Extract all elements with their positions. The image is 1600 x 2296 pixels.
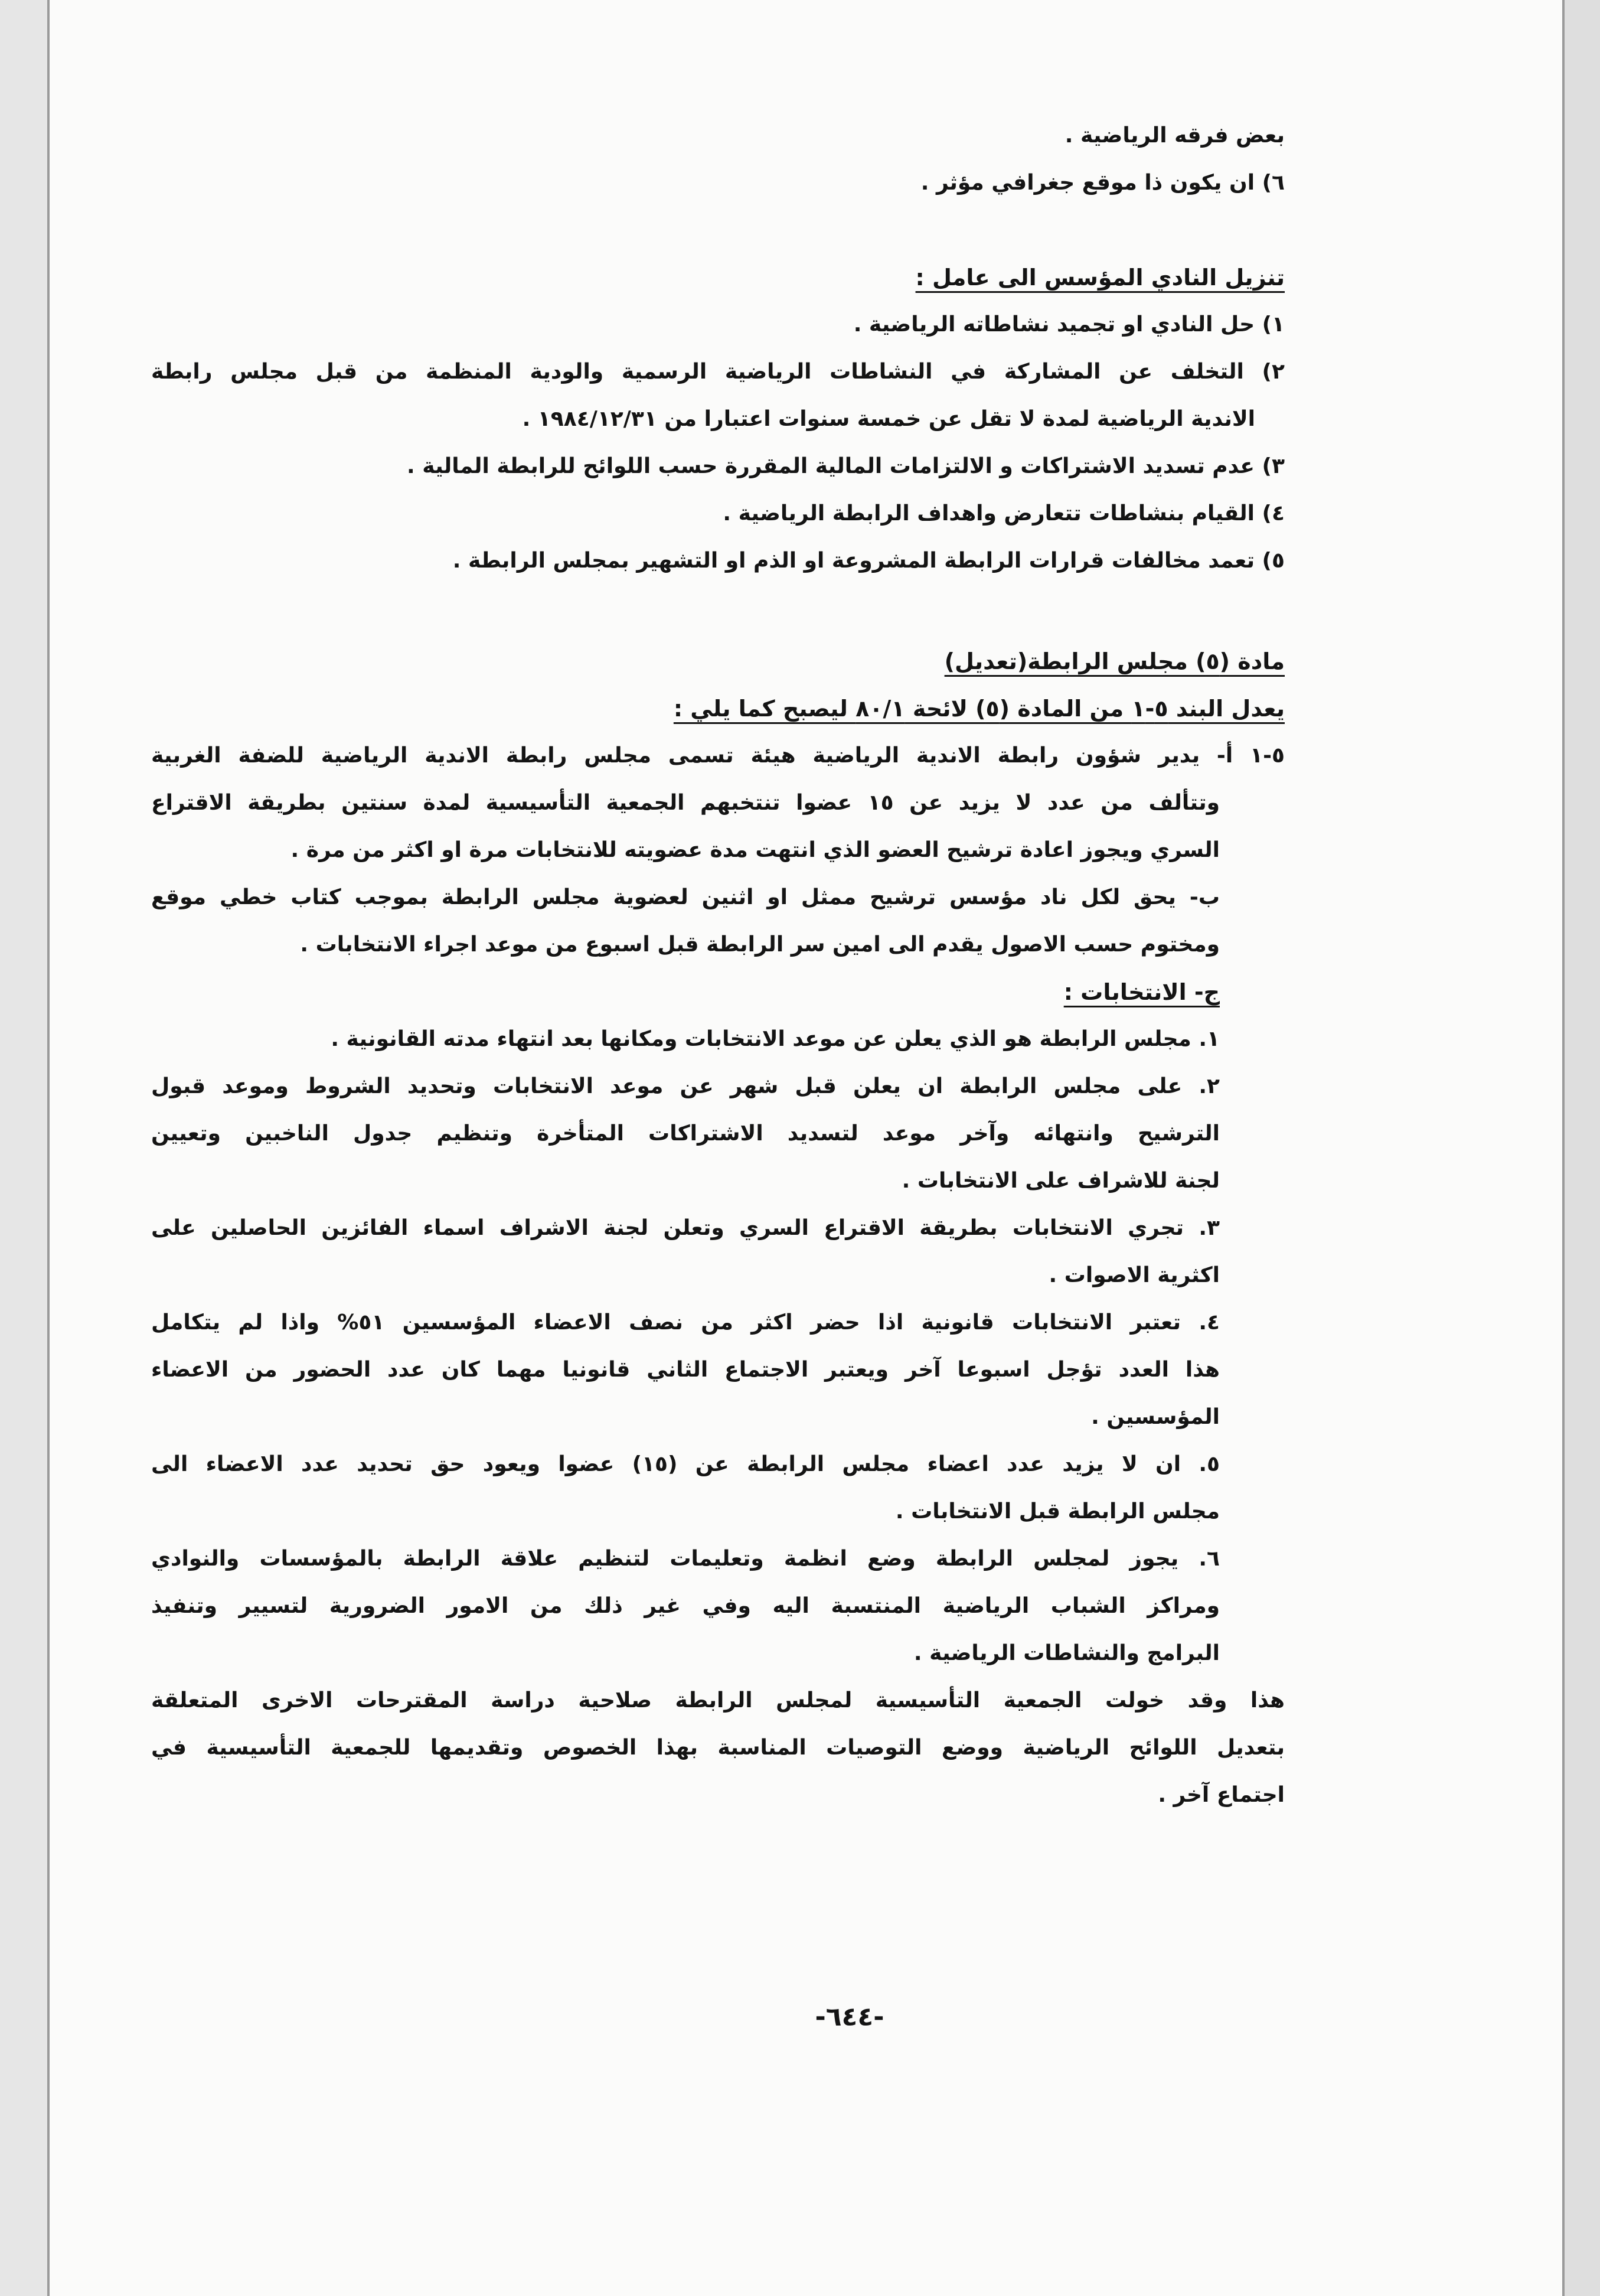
section-demotion bbox=[151, 254, 1285, 585]
elections-heading: ج- الانتخابات : bbox=[1063, 979, 1220, 1005]
election-item: ٦. يجوز لمجلس الرابطة وضع انظمة وتعليمات لتنظيم علاقة الرابطة بالمؤسسات والنوادي bbox=[151, 1547, 1220, 1571]
list-item: ٥) تعمد مخالفات قرارات الرابطة المشروعة او الذم او التشهير بمجلس الرابطة . bbox=[452, 549, 1285, 573]
clause-line: ٥-١ أ- يدير شؤون رابطة الاندية الرياضية هيئة تسمى مجلس رابطة الاندية الرياضية للضفة الغربية bbox=[151, 743, 1285, 768]
clause-line: وتتألف من عدد لا يزيد عن ١٥ عضوا تنتخبهم الجمعية التأسيسية لمدة سنتين بطريقة الاقتراع bbox=[151, 791, 1220, 815]
scan-background-right bbox=[1565, 0, 1600, 2296]
text-line: ٦) ان يكون ذا موقع جغرافي مؤثر . bbox=[920, 171, 1285, 195]
list-item: ٢) التخلف عن المشاركة في النشاطات الرياضية الرسمية والودية المنظمة من قبل مجلس رابطة bbox=[151, 360, 1285, 384]
election-item-continuation: البرامج والنشاطات الرياضية . bbox=[913, 1641, 1220, 1665]
closing-line: بتعديل اللوائح الرياضية ووضع التوصيات المناسبة بهذا الخصوص وتقديمها للجمعية التأسيسية في bbox=[151, 1736, 1285, 1760]
clause-line: ب- يحق لكل ناد مؤسس ترشيح ممثل او اثنين لعضوية مجلس الرابطة بموجب كتاب خطي موقع bbox=[151, 885, 1220, 909]
top-continuation bbox=[151, 112, 1285, 207]
scan-background-left bbox=[0, 0, 51, 2296]
list-item-continuation: الاندية الرياضية لمدة لا تقل عن خمسة سنوات اعتبارا من ١٩٨٤/١٢/٣١ . bbox=[522, 407, 1255, 431]
clause-line: ومختوم حسب الاصول يقدم الى امين سر الرابطة قبل اسبوع من موعد اجراء الانتخابات . bbox=[300, 932, 1220, 957]
election-item: ٢. على مجلس الرابطة ان يعلن قبل شهر عن موعد الانتخابات وتحديد الشروط وموعد قبول bbox=[151, 1074, 1220, 1098]
page-number: -٦٤٤- bbox=[815, 2002, 884, 2032]
election-item-continuation: ومراكز الشباب الرياضية المنتسبة اليه وفي غير ذلك من الامور الضرورية لتسيير وتنفيذ bbox=[151, 1594, 1220, 1618]
list-item: ٤) القيام بنشاطات تتعارض واهداف الرابطة الرياضية . bbox=[723, 501, 1285, 526]
election-item-continuation: المؤسسين . bbox=[1091, 1405, 1220, 1429]
closing-line: هذا وقد خولت الجمعية التأسيسية لمجلس الرابطة صلاحية دراسة المقترحات الاخرى المتعلقة bbox=[151, 1688, 1285, 1713]
election-item-continuation: هذا العدد تؤجل اسبوعا آخر ويعتبر الاجتماع الثاني قانونيا مهما كان عدد الحضور من الاعضاء bbox=[151, 1358, 1220, 1382]
election-item: ٥. ان لا يزيد عدد اعضاء مجلس الرابطة عن (١٥) عضوا ويعود حق تحديد عدد الاعضاء الى bbox=[151, 1452, 1220, 1476]
election-item: ١. مجلس الرابطة هو الذي يعلن عن موعد الانتخابات ومكانها بعد انتهاء مدته القانونية . bbox=[331, 1027, 1220, 1051]
section-heading: تنزيل النادي المؤسس الى عامل : bbox=[915, 265, 1285, 291]
list-item: ١) حل النادي او تجميد نشاطاته الرياضية . bbox=[853, 312, 1285, 337]
election-item-continuation: مجلس الرابطة قبل الانتخابات . bbox=[895, 1499, 1220, 1524]
list-item: ٣) عدم تسديد الاشتراكات و الالتزامات المالية المقررة حسب اللوائح للرابطة المالية . bbox=[407, 454, 1285, 478]
document-sheet bbox=[47, 0, 1565, 2296]
clause-line: السري ويجوز اعادة ترشيح العضو الذي انتهت مدة عضويته للانتخابات مرة او اكثر من مرة . bbox=[290, 838, 1220, 862]
article-subheading: يعدل البند ٥-١ من المادة (٥) لائحة ٨٠/١ ليصبح كما يلي : bbox=[673, 696, 1285, 722]
election-item-continuation: لجنة للاشراف على الانتخابات . bbox=[902, 1169, 1220, 1193]
election-item-continuation: الترشيح وانتهائه وآخر موعد لتسديد الاشتراكات المتأخرة وتنظيم جدول الناخبين وتعيين bbox=[151, 1121, 1220, 1146]
election-item: ٤. تعتبر الانتخابات قانونية اذا حضر اكثر من نصف الاعضاء المؤسسين ٥١% واذا لم يتكامل bbox=[151, 1310, 1220, 1335]
election-item: ٣. تجري الانتخابات بطريقة الاقتراع السري وتعلن لجنة الاشراف اسماء الفائزين الحاصلين على bbox=[151, 1216, 1220, 1240]
section-article-5 bbox=[151, 638, 1285, 1819]
closing-line: اجتماع آخر . bbox=[1158, 1783, 1285, 1807]
text-line: بعض فرقه الرياضية . bbox=[1065, 123, 1285, 148]
election-item-continuation: اكثرية الاصوات . bbox=[1049, 1263, 1220, 1287]
article-heading: مادة (٥) مجلس الرابطة(تعديل) bbox=[944, 648, 1285, 674]
